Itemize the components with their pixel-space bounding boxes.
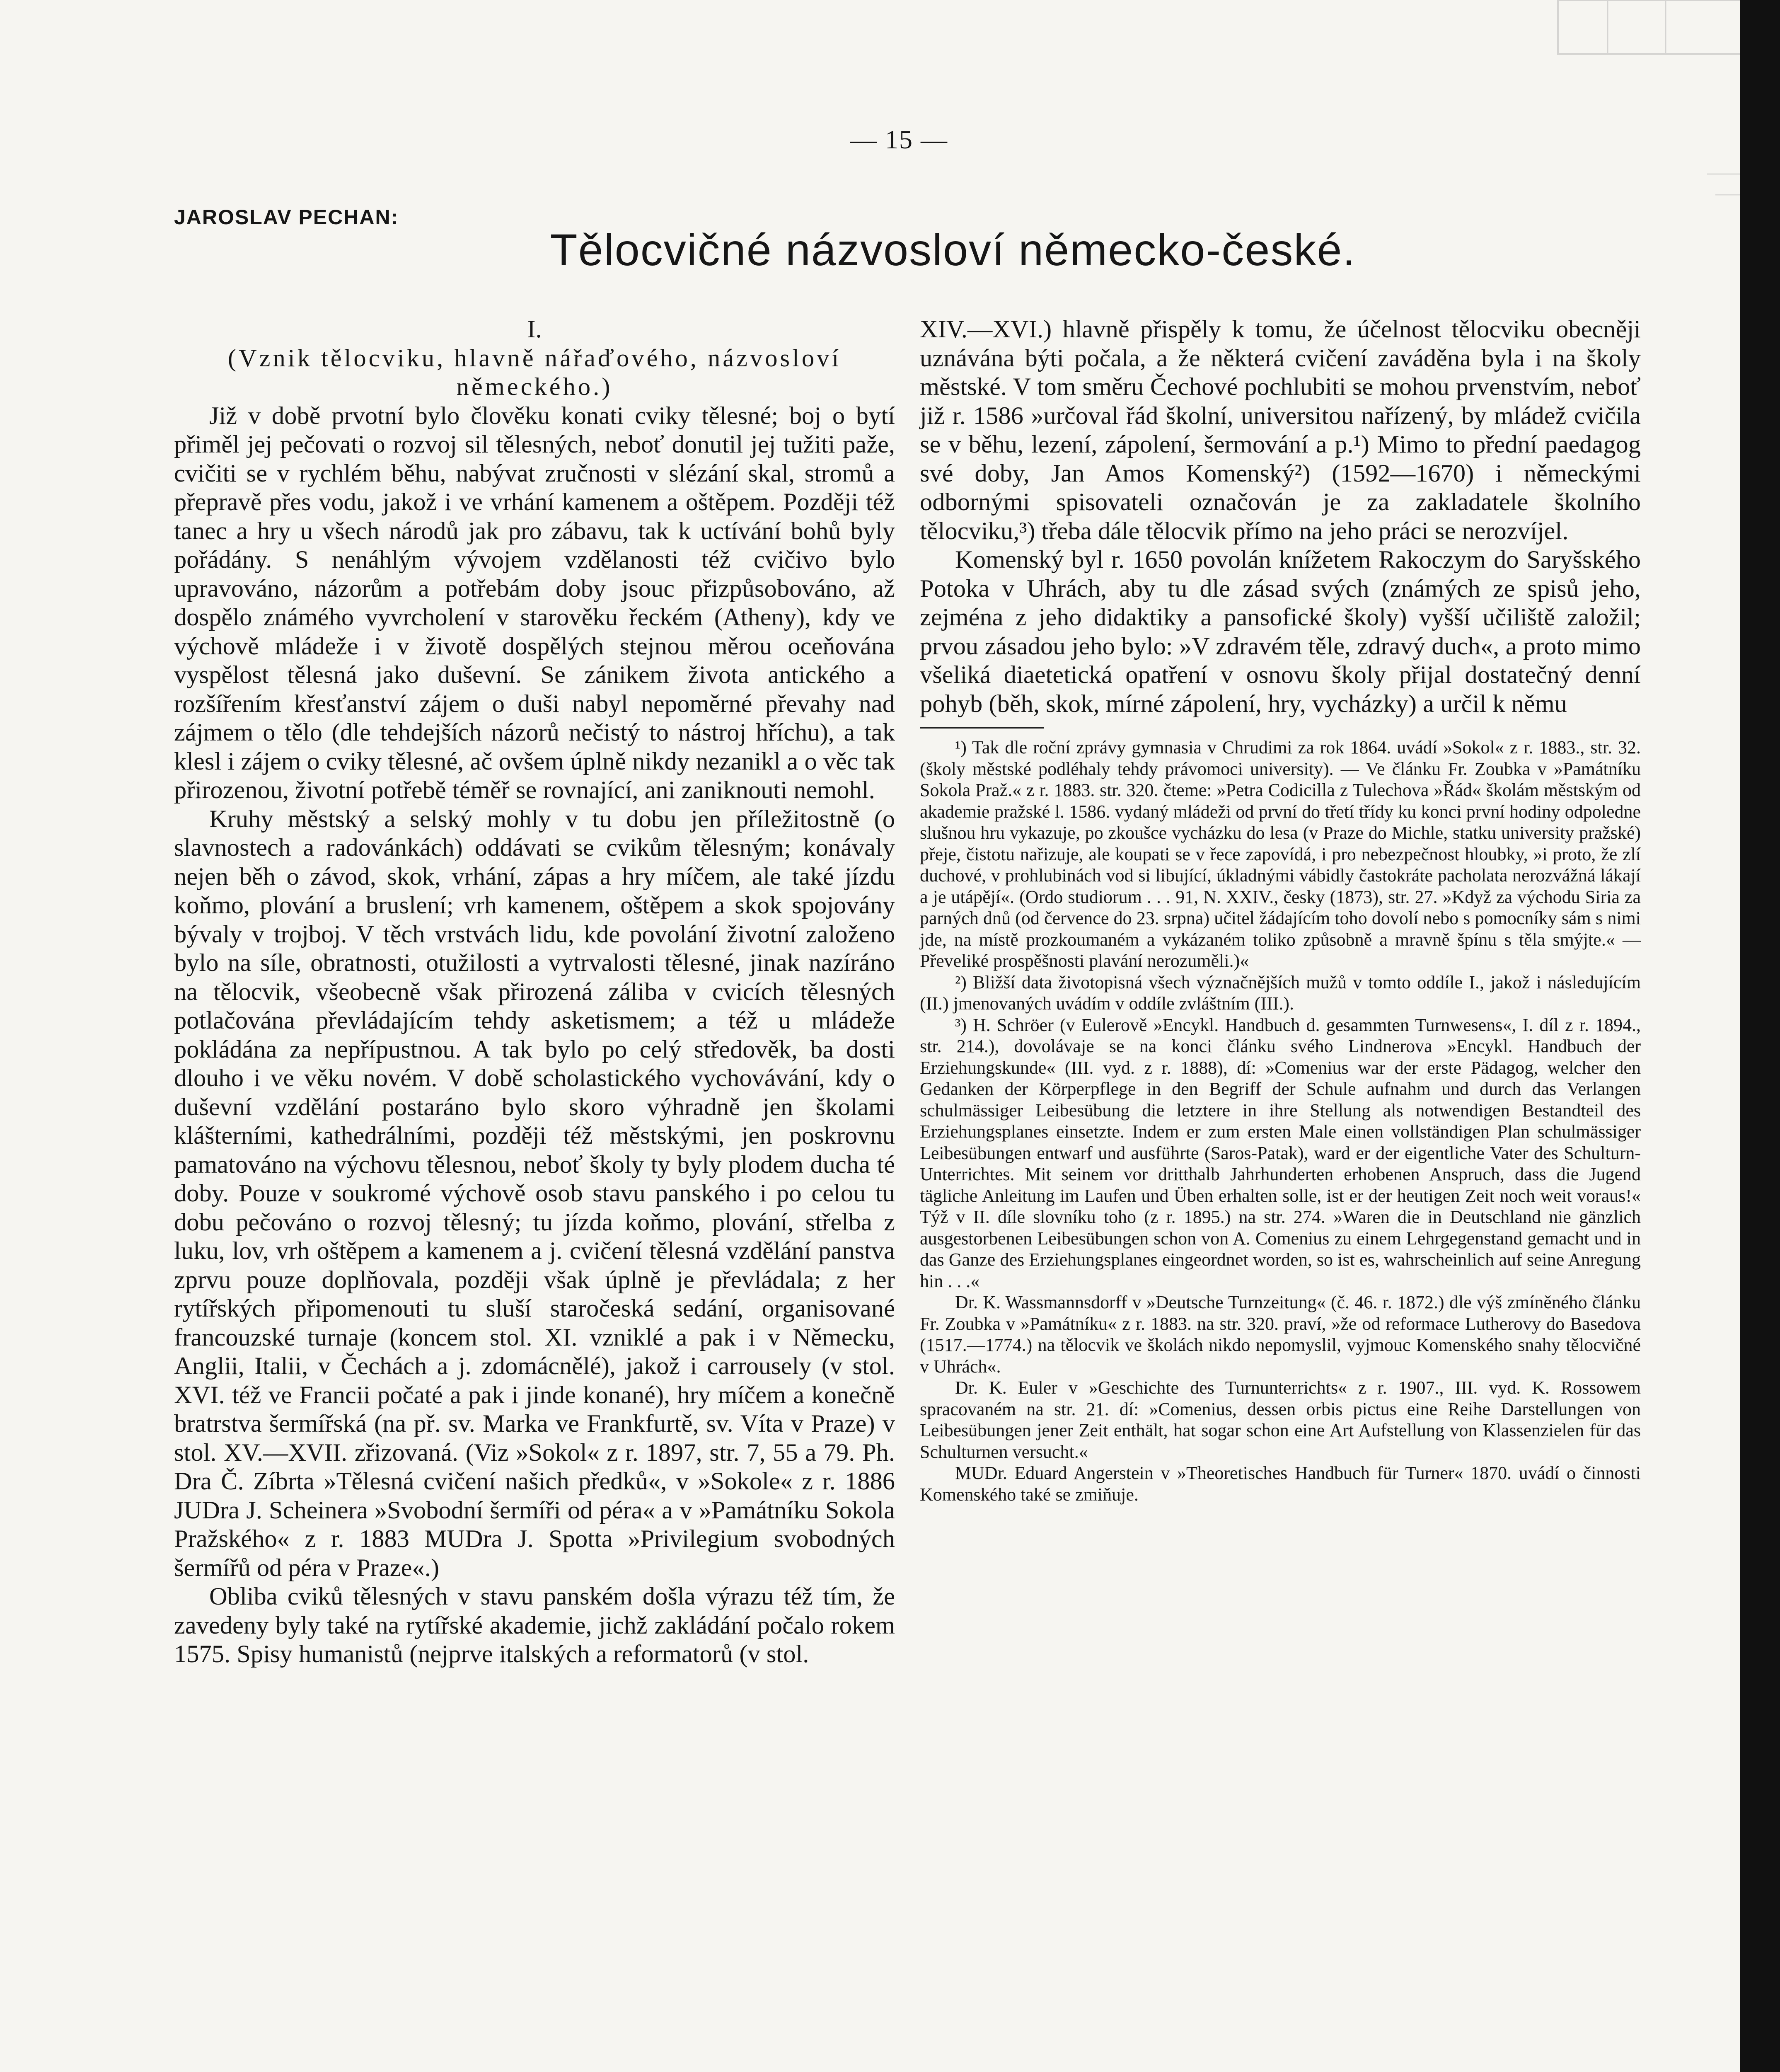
author-name: JAROSLAV PECHAN:: [174, 206, 399, 229]
paragraph: Obliba cviků tělesných v stavu panském došla výrazu též tím, že zavedeny byly také na rytířské akademie, jichž zakládání počalo rokem 1575. Spisy humanistů (nejprve italských a reformatorů (v stol.: [174, 1583, 895, 1668]
footnotes: [920, 737, 1641, 1505]
paragraph: Již v době prvotní bylo člověku konati cviky tělesné; boj o bytí přiměl jej pečovati o rozvoj sil tělesných, neboť donutil jej tužiti paže, cvičiti se v rychlém běhu, nabývat zručnosti v slézání skal, stromů a přepravě přes vodu, jakož i ve vrhání kamenem a oštěpem. Později též tanec a hry u všech národů jak pro zábavu, tak k uctívání bohů byly pořádány. S nenáhlým vývojem vzdělanosti též cvičivo bylo upravováno, názorům a potřebám doby jsouc přizpůsobováno, až dospělo známého vyvrcholení v starověku řeckém (Atheny), kdy ve výchově mládeže i v životě dospělých stejnou měrou oceňována vyspělost tělesná jako duševní. Se zánikem života antického a rozšířením křesťanství zájem o duši nabyl nepoměrné převahy nad zájmem o tělo (dle tehdejších názorů nečistý to nástroj hříchu), a tak klesl i zájem o cviky tělesné, ač ovšem úplně nikdy nezanikl a o věc tak přirozenou, životní potřebě téměř se rovnající, ani zaniknouti nemohl.: [174, 402, 895, 804]
paragraph: Komenský byl r. 1650 povolán knížetem Rakoczym do Saryšského Potoka v Uhrách, aby tu dle zásad svých (známých ze spisů jeho, zejména z jeho didaktiky a pansofické školy) vyšší učiliště založil; prvou zásadou jeho bylo: »V zdravém těle, zdravý duch«, a proto mimo všeliká diaetetická opatření v osnovu školy přijal dostatečný denní pohyb (běh, skok, mírné zápolení, hry, vycházky) a určil k němu: [920, 546, 1641, 718]
article-title: Tělocvičné názvosloví německo-české.: [550, 225, 1356, 275]
footnote: Dr. K. Wassmannsdorff v »Deutsche Turnzeitung« (č. 46. r. 1872.) dle výš zmíněného článku Fr. Zoubka v »Památníku« z r. 1883. na str. 320. praví, »že od reformace Lutherovy do Basedova (1517.—1774.) na tělocvik ve školách nikdo nepomyslil, vyjmouc Komenského snahy tělocvičné v Uhrách«.: [920, 1292, 1641, 1377]
section-subtitle: (Vznik tělocviku, hlavně nářaďového, názvosloví německého.): [227, 344, 842, 401]
footnote-divider: [920, 727, 1044, 729]
paragraph: Kruhy městský a selský mohly v tu dobu jen příležitostně (o slavnostech a radovánkách) oddávati se cvikům tělesným; konávaly nejen běh o závod, skok, vrhání, zápas a hry míčem, ale také jízdu koňmo, plování a bruslení; vrh kamenem, oštěpem a skok spojovány bývaly v trojboj. V těch vrstvách lidu, kde povolání životní založeno bylo na síle, obratnosti, otužilosti a vytrvalosti tělesné, jinak nazíráno na tělocvik, všeobecně však přirozená záliba v cvicích tělesných potlačována převládajícím tehdy asketismem; a též u mládeže pokládána za nepřípustnou. A tak bylo po celý středověk, ba dosti dlouho i ve věku novém. V době scholastického vychovávání, kdy o duševní vzdělání postaráno bylo skoro výhradně jen školami klášterními, kathedrálními, později též městskými, jen poskrovnu pamatováno na výchovu tělesnou, neboť školy ty byly plodem ducha té doby. Pouze v soukromé výchově osob stavu panského i po celou tu dobu pečováno o rozvoj tělesný; tu jízda koňmo, plování, střelba z luku, lov, vrh oštěpem a kamenem a j. cvičení tělesná vzdělání panstva zprvu pouze doplňovala, později však úplně je převládala; z her rytířských připomenouti tu sluší staročeská sedání, organisované francouzské turnaje (koncem stol. XI. vzniklé a pak i v Německu, Anglii, Italii, v Čechách a j. zdomácnělé), jakož i carrousely (v stol. XVI. též ve Francii počaté a pak i jinde konané), hry míčem a konečně bratrstva šermířská (na př. sv. Marka ve Frankfurtě, sv. Víta v Praze) v stol. XV.—XVII. zřizovaná. (Viz »Sokol« z r. 1897, str. 7, 55 a 79. Ph. Dra Č. Zíbrta »Tělesná cvičení našich předků«, v »Sokole« z r. 1886 JUDra J. Scheinera »Svobodní šermíři od péra« a v »Památníku Sokola Pražského« z r. 1883 MUDra J. Spotta »Privilegium svobodných šermířů od péra v Praze«.): [174, 805, 895, 1582]
footnote: Dr. K. Euler v »Geschichte des Turnunterrichts« z r. 1907., III. vyd. K. Rossowem spracovaném na str. 21. dí: »Comenius, dessen orbis pictus eine Reihe Darstellungen von Leibesübungen jener Zeit enthält, hat sogar schon eine Art Aufstellung von Klassenzielen für das Schulturnen versucht.«: [920, 1377, 1641, 1462]
footnote: ³) H. Schröer (v Eulerově »Encykl. Handbuch d. gesammten Turnwesens«, I. díl z r. 1894., str. 214.), dovolávaje se na konci článku svého Lindnerova »Encykl. Handbuch der Erziehungskunde« (III. vyd. z r. 1888), dí: »Comenius war der erste Pädagog, welcher den Gedanken der Körperpflege in den Begriff der Schule aufnahm und durch das Verlangen schulmässiger Leibesübung die letztere in ihre Stellung als notwendigen Bestandteil des Erziehungsplanes einsetzte. Indem er zum ersten Male einen vollständigen Plan schulmässiger Leibesübungen entwarf und ausführte (Saros-Patak), ward er der eigentliche Vater des Schulturn-Unterrichtes. Mit seinem vor dritthalb Jahrhunderten erhobenen Anspruch, dass die Jugend tägliche Anleitung im Laufen und Üben erhalten solle, ist er der heutigen Zeit noch weit voraus!« Týž v II. díle slovníku toho (z r. 1895.) na str. 274. »Waren die in Deutschland nie gänzlich ausgestorbenen Leibesübungen schon von A. Comenius zu einem Lehrgegenstand gemacht und in das Ganze des Erziehungsplanes eingeordnet worden, so ist es, wahrscheinlich auf seine Anregung hin . . .«: [920, 1014, 1641, 1291]
scan-artifact: [1550, 0, 1765, 249]
page-number: — 15 —: [850, 125, 948, 154]
right-column: [920, 315, 1641, 1505]
left-column: [174, 315, 895, 1669]
footnote: ²) Bližší data životopisná všech význačnějších mužů v tomto oddíle I., jakož i následujícím (II.) jmenovaných uvádím v oddíle zvláštním (III.).: [920, 972, 1641, 1014]
section-number: I.: [527, 315, 542, 343]
footnote: ¹) Tak dle roční zprávy gymnasia v Chrudimi za rok 1864. uvádí »Sokol« z r. 1883., str. 32. (školy městské podléhaly tehdy právomoci university). — Ve článku Fr. Zoubka v »Památníku Sokola Praž.« z r. 1883. str. 320. čteme: »Petra Codicilla z Tulechova »Řád« školám městským od akademie pražské l. 1586. vydaný mládeži od první do třetí třídy ku konci první hodiny odpoledne slušnou hru vykazuje, po zkoušce vycházku do lesa (v Praze do Michle, statku university pražské) přeje, čistotu nařizuje, ale koupati se v řece zapovídá, i pro nebezpečnost hloubky, »i proto, že zlí duchové, v prohlubinách vod si libující, úkladnými vábidly častokráte pacholata nerozvážná lákají a je utápějí«. (Ordo studiorum . . . 91, N. XXIV., česky (1873), str. 27. »Když za východu Siria za parných dnů (od července do 23. srpna) učitel žádajícím toho dovolí nebo s pomocníky sám s nimi jde, na místě prozkoumaném a vykázaném toliko způsobně a mravně špínu s těla smýjte.« — Převeliké prospěšnosti plavání nerozuměli.)«: [920, 737, 1641, 971]
footnote: MUDr. Eduard Angerstein v »Theoretisches Handbuch für Turner« 1870. uvádí o činnosti Komenského také se zmiňuje.: [920, 1463, 1641, 1505]
paragraph: XIV.—XVI.) hlavně přispěly k tomu, že účelnost tělocviku obecněji uznávána býti počala, a že některá cvičení zaváděna byla i na školy městské. V tom směru Čechové pochlubiti se mohou prvenstvím, neboť již r. 1586 »určoval řád školní, universitou nařízený, by mládež cvičila se v běhu, lezení, zápolení, šermování a p.¹) Mimo to přední paedagog své doby, Jan Amos Komenský²) (1592—1670) i německými odbornými spisovateli označován je za zakladatele školního tělocviku,³) třeba dále tělocvik přímo na jeho práci se nerozvíjel.: [920, 315, 1641, 545]
scan-edge: [1740, 0, 1780, 2072]
